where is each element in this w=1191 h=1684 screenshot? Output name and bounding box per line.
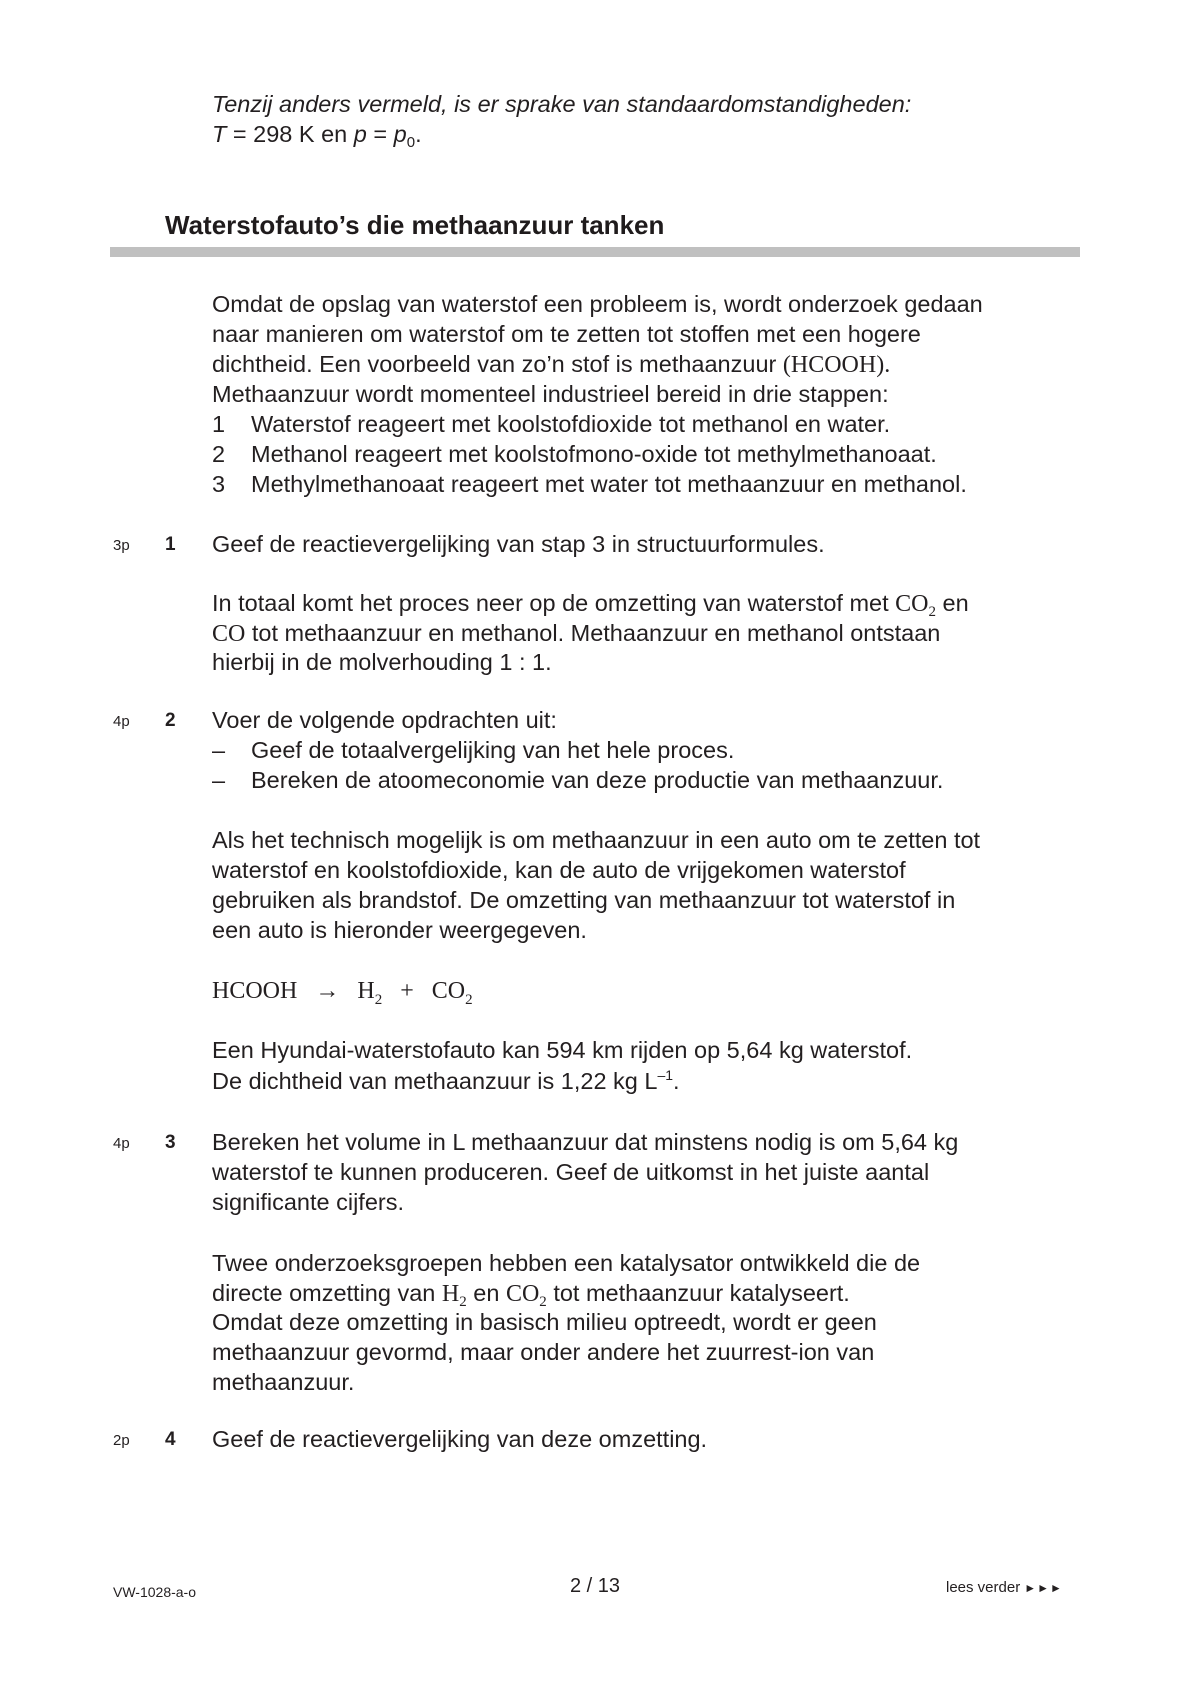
conditions-values (212, 119, 422, 149)
eq-product-h2-subscript: 2 (374, 992, 383, 1008)
para4-text: en (466, 1280, 506, 1306)
bullet-text: Bereken de atoomeconomie van deze productie van methaanzuur. (251, 767, 944, 793)
para4-line: Twee onderzoeksgroepen hebben een katalysator ontwikkeld die de (212, 1250, 921, 1276)
question-text: waterstof te kunnen produceren. Geef de uitkomst in het juiste aantal (212, 1159, 930, 1185)
formula-co2 (505, 1281, 547, 1310)
density-exponent: –1 (657, 1067, 674, 1083)
para4-line: methaanzuur. (212, 1369, 355, 1395)
para4-text: directe omzetting van (212, 1280, 442, 1306)
formula-co2-subscript: 2 (928, 604, 937, 620)
eq-product-co2 (432, 976, 473, 1006)
period: . (415, 121, 422, 147)
para4-line: methaanzuur gevormd, maar onder andere het zuurrest-ion van (212, 1339, 875, 1365)
data-line (212, 1066, 680, 1096)
continue-label: lees verder (946, 1579, 1021, 1596)
data-line: Een Hyundai-waterstofauto kan 594 km rijden op 5,64 kg waterstof. (212, 1037, 913, 1063)
para1-line: naar manieren om waterstof om te zetten tot stoffen met een hogere (212, 321, 921, 347)
bullet-text: Geef de totaalvergelijking van het hele proces. (251, 737, 735, 763)
equals: = (366, 121, 394, 147)
question-points: 4p (113, 1135, 130, 1152)
question-number: 2 (165, 710, 176, 731)
formula-hcooh: (HCOOH). (782, 352, 891, 378)
standard-pressure-subscript: 0 (406, 134, 416, 151)
formula-h2 (441, 1281, 467, 1310)
eq-product-co2-base: CO (431, 978, 466, 1004)
eq-product-co2-subscript: 2 (465, 992, 473, 1008)
para3-line: Als het technisch mogelijk is om methaanzuur in een auto om te zetten tot (212, 827, 981, 853)
step-number: 3 (212, 471, 226, 497)
para4-text: tot methaanzuur katalyseert. (546, 1280, 850, 1306)
question-text: Voer de volgende opdrachten uit: (212, 707, 557, 733)
para2-text: en (936, 590, 969, 616)
period: . (673, 1068, 680, 1094)
eq-product-h2-base: H (357, 978, 375, 1004)
para1-line (212, 349, 890, 379)
step-text: Methylmethanoaat reageert met water tot methaanzuur en methanol. (251, 471, 967, 497)
step-text: Methanol reageert met koolstofmono-oxide tot methylmethanoaat. (251, 441, 937, 467)
eq-reactant: HCOOH (212, 978, 298, 1004)
triple-arrow-icon: ►►► (1024, 1581, 1063, 1595)
para2-line (212, 618, 940, 648)
para4-line (212, 1278, 850, 1308)
eq-product-h2 (357, 976, 382, 1006)
question-points: 4p (113, 713, 130, 730)
formula-h2-subscript: 2 (459, 1294, 467, 1310)
density-text: De dichtheid van methaanzuur is 1,22 kg L (212, 1068, 658, 1094)
question-points: 3p (113, 537, 130, 554)
question-text: Bereken het volume in L methaanzuur dat minstens nodig is om 5,64 kg (212, 1129, 959, 1155)
para1-line: Omdat de opslag van waterstof een probleem is, wordt onderzoek gedaan (212, 291, 983, 317)
question-points: 2p (113, 1432, 130, 1449)
reaction-equation (212, 976, 473, 1006)
question-number: 4 (165, 1429, 176, 1450)
para3-line: een auto is hieronder weergegeven. (212, 917, 587, 943)
formula-co: CO (212, 621, 246, 647)
para2-text: In totaal komt het proces neer op de omzetting van waterstof met (212, 590, 896, 616)
formula-co2 (895, 591, 937, 620)
formula-h2-base: H (441, 1281, 460, 1307)
step-number: 2 (212, 441, 226, 467)
section-divider (110, 247, 1080, 257)
standard-pressure-symbol: p (393, 121, 407, 147)
para1-line-text: dichtheid. Een voorbeeld van zo’n stof is methaanzuur (212, 351, 783, 377)
question-text: Geef de reactievergelijking van deze omzetting. (212, 1426, 708, 1452)
eq-plus: + (400, 978, 414, 1004)
continue-indicator (946, 1578, 1063, 1598)
temperature-value: = 298 K en (226, 121, 354, 147)
question-text: Geef de reactievergelijking van stap 3 in structuurformules. (212, 531, 825, 557)
conditions-note: Tenzij anders vermeld, is er sprake van standaardomstandigheden: (212, 91, 912, 117)
para4-line: Omdat deze omzetting in basisch milieu optreedt, wordt er geen (212, 1309, 877, 1335)
step-number: 1 (212, 411, 226, 437)
question-number: 1 (165, 534, 176, 555)
question-number: 3 (165, 1132, 176, 1153)
question-text: significante cijfers. (212, 1189, 404, 1215)
para3-line: gebruiken als brandstof. De omzetting van methaanzuur tot waterstof in (212, 887, 956, 913)
formula-co2-base: CO (505, 1281, 540, 1307)
temperature-symbol: T (212, 121, 227, 147)
page-number: 2 / 13 (570, 1575, 621, 1597)
para3-line: waterstof en koolstofdioxide, kan de auto de vrijgekomen waterstof (212, 857, 906, 883)
para2-line (212, 588, 969, 618)
pressure-symbol: p (353, 121, 367, 147)
exam-code: VW-1028-a-o (113, 1584, 197, 1600)
bullet-dash: – (212, 737, 226, 763)
reaction-arrow-icon: → (315, 978, 340, 1004)
section-title: Waterstofauto’s die methaanzuur tanken (165, 210, 665, 240)
para2-line: hierbij in de molverhouding 1 : 1. (212, 649, 552, 675)
para1-line: Methaanzuur wordt momenteel industrieel bereid in drie stappen: (212, 381, 889, 407)
bullet-dash: – (212, 767, 226, 793)
formula-co2-base: CO (895, 591, 929, 617)
step-text: Waterstof reageert met koolstofdioxide tot methanol en water. (251, 411, 891, 437)
para2-text: tot methaanzuur en methanol. Methaanzuur en methanol ontstaan (245, 620, 941, 646)
formula-co2-subscript: 2 (539, 1294, 547, 1310)
